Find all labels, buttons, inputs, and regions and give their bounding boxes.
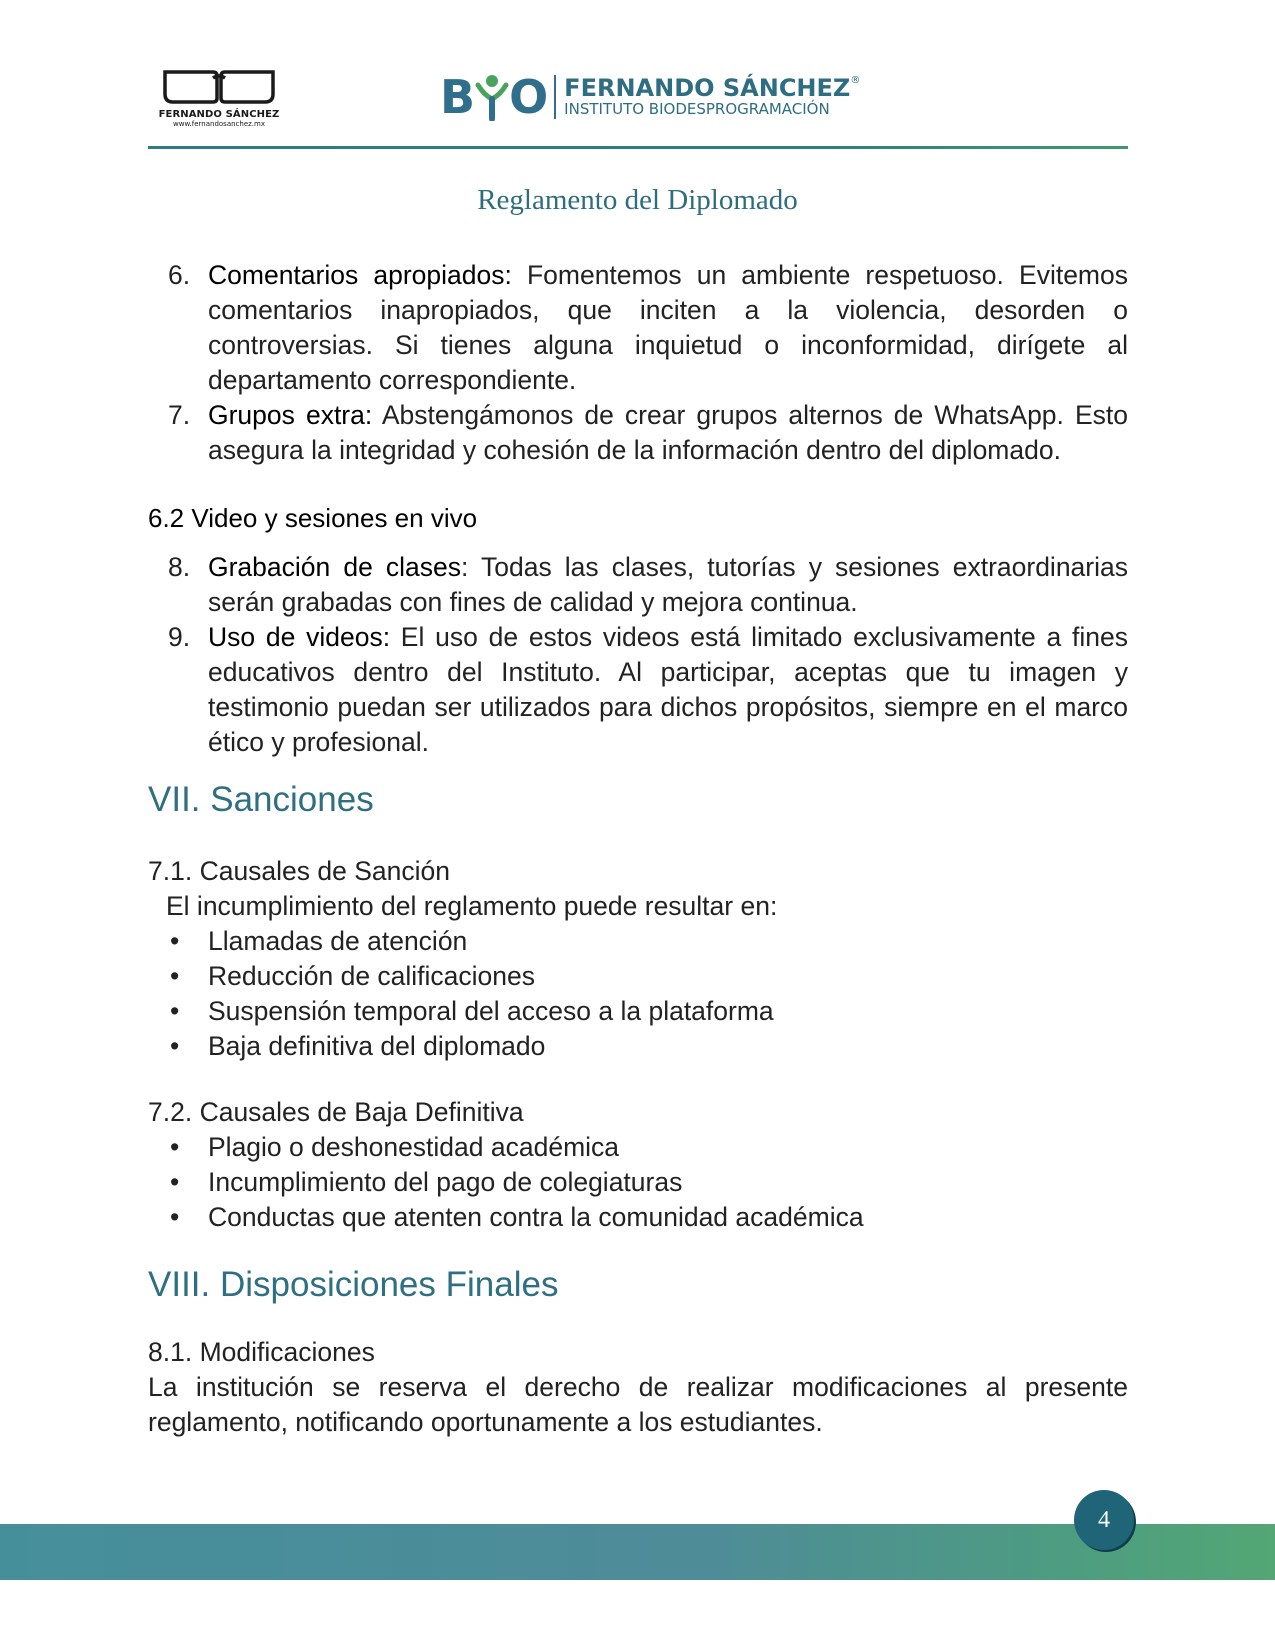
subsection-7-1-title: 7.1. Causales de Sanción: [148, 856, 451, 886]
bullet-icon: •: [170, 961, 180, 991]
item-text: Abstengámonos de crear grupos alternos de WhatsApp. Esto asegura la integridad y cohesión de la información dentro del diplomado.: [208, 400, 1128, 465]
byo-mark: [440, 72, 548, 122]
item-label: Grabación de clases: [208, 552, 462, 582]
list-item: [148, 994, 1128, 1029]
bullet-icon: •: [170, 1132, 180, 1162]
header-logo-main: [440, 72, 860, 122]
bullet-icon: •: [170, 1167, 180, 1197]
list-item: [148, 550, 1128, 620]
registered-mark: ®: [850, 75, 861, 87]
logo-main-subtitle: INSTITUTO BIODESPROGRAMACIÓN: [564, 100, 830, 119]
item-text: Fomentemos un ambiente respetuoso. Evitemos comentarios inapropiados, que inciten a la violencia, desorden o controversias. Si tienes alguna inquietud o inconformidad, dirígete al departamento correspondiente.: [208, 260, 1128, 395]
byo-letter-o: O: [509, 70, 549, 124]
document-title: Reglamento del Diplomado: [477, 184, 798, 216]
subsection-7-2-title: 7.2. Causales de Baja Definitiva: [148, 1097, 524, 1127]
list-item: [148, 1200, 1128, 1235]
item-label: Comentarios apropiados:: [208, 260, 512, 290]
bullet-text: Incumplimiento del pago de colegiaturas: [208, 1167, 683, 1197]
bullet-icon: •: [170, 996, 180, 1026]
logo-left-name: FERNANDO SÁNCHEZ: [158, 109, 280, 120]
item-label: Grupos extra:: [208, 400, 373, 430]
list-item: [148, 398, 1128, 468]
bullet-list-7-2: [148, 1130, 1128, 1235]
bullet-text: Baja definitiva del diplomado: [208, 1031, 546, 1061]
bullet-text: Reducción de calificaciones: [208, 961, 536, 991]
subsection-7-1-intro: El incumplimiento del reglamento puede resultar en:: [166, 891, 778, 921]
subsection-8-1-text: La institución se reserva el derecho de realizar modificaciones al presente reglamento, notificando oportunamente a los estudiantes.: [148, 1372, 1128, 1437]
bullet-text: Suspensión temporal del acceso a la plataforma: [208, 996, 774, 1026]
header-divider: [148, 146, 1128, 149]
bullet-text: Llamadas de atención: [208, 926, 468, 956]
list-item: [148, 924, 1128, 959]
logo-divider: [554, 75, 556, 119]
byo-figure-logo-icon: [475, 73, 509, 121]
header-logo-left: [158, 68, 280, 128]
page-content: [148, 258, 1128, 1440]
logo-left-url: www.fernandosanchez.mx: [173, 120, 265, 128]
list-item: [148, 258, 1128, 398]
glasses-logo-icon: [163, 68, 275, 106]
byo-letter-b: B: [440, 70, 476, 124]
section-vii-title: VII. Sanciones: [148, 780, 374, 819]
page-number-badge: 4: [1074, 1490, 1134, 1550]
item-number: 6.: [168, 260, 191, 290]
list-item: [148, 620, 1128, 760]
item-text: El uso de estos videos está limitado exclusivamente a fines educativos dentro del Instituto. Al participar, aceptas que tu imagen y testimonio puedan ser utilizados para dichos propósitos, siempre en el marco ético y profesional.: [208, 622, 1128, 757]
item-number: 7.: [168, 400, 191, 430]
bullet-icon: •: [170, 1202, 180, 1232]
numbered-list-6-1: [148, 258, 1128, 468]
item-text: : Todas las clases, tutorías y sesiones extraordinarias serán grabadas con fines de calidad y mejora continua.: [208, 552, 1128, 617]
list-item: [148, 1130, 1128, 1165]
logo-main-title: FERNANDO SÁNCHEZ: [564, 74, 851, 103]
list-item: [148, 1165, 1128, 1200]
item-number: 8.: [168, 552, 191, 582]
logo-text: [564, 76, 860, 118]
bullet-list-7-1: [148, 924, 1128, 1064]
numbered-list-6-2: [148, 550, 1128, 760]
subsection-6-2-title: 6.2 Video y sesiones en vivo: [148, 503, 478, 533]
bullet-text: Plagio o deshonestidad académica: [208, 1132, 620, 1162]
section-viii-title: VIII. Disposiciones Finales: [148, 1265, 559, 1304]
logo-main-title-row: [564, 76, 860, 101]
item-number: 9.: [168, 622, 191, 652]
list-item: [148, 959, 1128, 994]
bullet-icon: •: [170, 926, 180, 956]
bullet-icon: •: [170, 1031, 180, 1061]
list-item: [148, 1029, 1128, 1064]
bullet-text: Conductas que atenten contra la comunidad académica: [208, 1202, 864, 1232]
item-label: Uso de videos:: [208, 622, 391, 652]
subsection-8-1-title: 8.1. Modificaciones: [148, 1337, 375, 1367]
